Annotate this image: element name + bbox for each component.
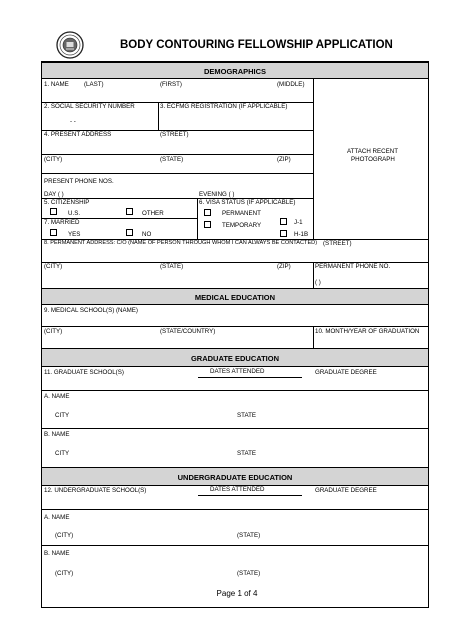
present-phone-label: PRESENT PHONE NOS. bbox=[44, 178, 114, 185]
citizenship-label: 5. CITIZENSHIP bbox=[44, 199, 90, 206]
ssn-separator: - - bbox=[70, 118, 76, 125]
street-label: (STREET) bbox=[160, 131, 189, 138]
last-label: (LAST) bbox=[84, 81, 104, 88]
graduate-b-city-label: CITY bbox=[55, 450, 70, 457]
permanent-city-field[interactable] bbox=[42, 271, 313, 288]
temporary-label: TEMPORARY bbox=[222, 222, 262, 229]
ssn-label: 2. SOCIAL SECURITY NUMBER bbox=[44, 103, 135, 110]
undergraduate-b-name-field[interactable] bbox=[42, 558, 428, 567]
section-demographics bbox=[42, 62, 428, 79]
zip-label: (ZIP) bbox=[277, 156, 291, 163]
section-graduate-education bbox=[42, 348, 428, 367]
undergraduate-a-name-field[interactable] bbox=[42, 522, 428, 531]
present-address-field[interactable] bbox=[42, 139, 313, 154]
undergraduate-b-state-label: (STATE) bbox=[237, 570, 261, 577]
medical-school-name-field[interactable] bbox=[42, 315, 428, 326]
medical-city-field[interactable] bbox=[42, 336, 428, 348]
yes-checkbox[interactable] bbox=[50, 229, 57, 236]
present-address-label: 4. PRESENT ADDRESS bbox=[44, 131, 112, 138]
permanent-zip-label: (ZIP) bbox=[277, 263, 291, 270]
dates-underline bbox=[198, 377, 302, 378]
j1-label: J-1 bbox=[294, 219, 303, 226]
section-undergraduate-label: UNDERGRADUATE EDUCATION bbox=[177, 473, 293, 482]
permanent-label: PERMANENT bbox=[222, 210, 261, 217]
graduate-b-name-field[interactable] bbox=[42, 439, 428, 448]
permanent-phone-field[interactable]: ( ) bbox=[315, 279, 321, 286]
other-label: OTHER bbox=[142, 210, 164, 217]
undergraduate-a-name-label: A. NAME bbox=[44, 514, 70, 521]
undergraduate-dates-label: DATES ATTENDED bbox=[210, 486, 265, 493]
us-label: U.S. bbox=[68, 210, 81, 217]
graduate-dates-label: DATES ATTENDED bbox=[210, 368, 265, 375]
section-graduate-label: GRADUATE EDUCATION bbox=[190, 354, 280, 363]
divider bbox=[42, 509, 428, 510]
day-phone-label[interactable]: DAY ( ) bbox=[44, 191, 64, 198]
graduate-degree-label: GRADUATE DEGREE bbox=[315, 369, 377, 376]
undergraduate-b-name-label: B. NAME bbox=[44, 550, 70, 557]
photo-column-divider bbox=[313, 79, 314, 239]
divider bbox=[42, 545, 428, 546]
ssn-field[interactable] bbox=[42, 111, 158, 130]
section-undergraduate-education bbox=[42, 467, 428, 486]
dates-underline bbox=[198, 495, 302, 496]
visa-status-label: 6. VISA STATUS (IF APPLICABLE) bbox=[199, 199, 296, 206]
permanent-state-label: (STATE) bbox=[160, 263, 184, 270]
photo-label-2: PHOTOGRAPH bbox=[351, 156, 395, 163]
graduate-a-name-label: A. NAME bbox=[44, 393, 70, 400]
permanent-phone-label: PERMANENT PHONE NO. bbox=[315, 263, 391, 270]
section-medical-education bbox=[42, 288, 428, 305]
undergraduate-a-city-label: (CITY) bbox=[55, 532, 74, 539]
graduate-b-state-label: STATE bbox=[237, 450, 257, 457]
graduate-b-name-label: B. NAME bbox=[44, 431, 70, 438]
permanent-checkbox[interactable] bbox=[204, 209, 211, 216]
divider bbox=[313, 262, 314, 288]
divider bbox=[42, 326, 428, 327]
ecfmg-label: 3. ECFMG REGISTRATION (IF APPLICABLE) bbox=[160, 103, 288, 110]
evening-phone-label[interactable]: EVENING ( ) bbox=[199, 191, 235, 198]
undergraduate-b-city-label: (CITY) bbox=[55, 570, 74, 577]
medical-city-label: (CITY) bbox=[44, 328, 63, 335]
temporary-checkbox[interactable] bbox=[204, 221, 211, 228]
city-label: (CITY) bbox=[44, 156, 63, 163]
undergraduate-a-state-label: (STATE) bbox=[237, 532, 261, 539]
divider bbox=[197, 198, 198, 239]
us-checkbox[interactable] bbox=[50, 208, 57, 215]
section-demographics-label: DEMOGRAPHICS bbox=[203, 67, 267, 76]
photo-label-1: ATTACH RECENT bbox=[347, 148, 398, 155]
medical-schools-label: 9. MEDICAL SCHOOL(S) (NAME) bbox=[44, 307, 138, 314]
page-number: Page 1 of 4 bbox=[216, 589, 258, 598]
middle-label: (MIDDLE) bbox=[277, 81, 305, 88]
undergraduate-degree-label: GRADUATE DEGREE bbox=[315, 487, 377, 494]
graduate-a-city-label: CITY bbox=[55, 412, 70, 419]
ecfmg-field[interactable] bbox=[159, 111, 313, 130]
no-checkbox[interactable] bbox=[126, 229, 133, 236]
permanent-address-label: 8. PERMANENT ADDRESS: C/O (NAME OF PERSON THROUGH WHOM I CAN ALWAYS BE CONTACTED) bbox=[44, 240, 318, 246]
undergraduate-schools-label: 12. UNDERGRADUATE SCHOOL(S) bbox=[44, 487, 147, 494]
divider bbox=[42, 428, 428, 429]
name-field[interactable] bbox=[42, 89, 313, 102]
yes-label: YES bbox=[68, 231, 81, 238]
h1b-checkbox[interactable] bbox=[280, 230, 287, 237]
graduate-schools-label: 11. GRADUATE SCHOOL(S) bbox=[44, 369, 124, 376]
permanent-address-field[interactable] bbox=[42, 247, 428, 262]
month-year-graduation-label: 10. MONTH/YEAR OF GRADUATION bbox=[315, 328, 420, 335]
no-label: NO bbox=[142, 231, 152, 238]
h1b-label: H-1B bbox=[294, 231, 309, 238]
section-medical-label: MEDICAL EDUCATION bbox=[194, 293, 276, 302]
name-label: 1. NAME bbox=[44, 81, 69, 88]
graduate-a-state-label: STATE bbox=[237, 412, 257, 419]
permanent-street-label: (STREET) bbox=[323, 240, 352, 247]
permanent-city-label: (CITY) bbox=[44, 263, 63, 270]
medical-state-country-label: (STATE/COUNTRY) bbox=[160, 328, 216, 335]
graduate-a-name-field[interactable] bbox=[42, 401, 428, 410]
divider bbox=[42, 154, 313, 155]
city-state-zip-field[interactable] bbox=[42, 164, 313, 173]
married-label: 7. MARRIED bbox=[44, 219, 80, 226]
j1-checkbox[interactable] bbox=[280, 218, 287, 225]
divider bbox=[42, 173, 313, 174]
state-label: (STATE) bbox=[160, 156, 184, 163]
other-checkbox[interactable] bbox=[126, 208, 133, 215]
seal-logo-icon bbox=[56, 31, 84, 59]
divider bbox=[42, 390, 428, 391]
first-label: (FIRST) bbox=[160, 81, 182, 88]
page-title: BODY CONTOURING FELLOWSHIP APPLICATION bbox=[120, 39, 393, 51]
